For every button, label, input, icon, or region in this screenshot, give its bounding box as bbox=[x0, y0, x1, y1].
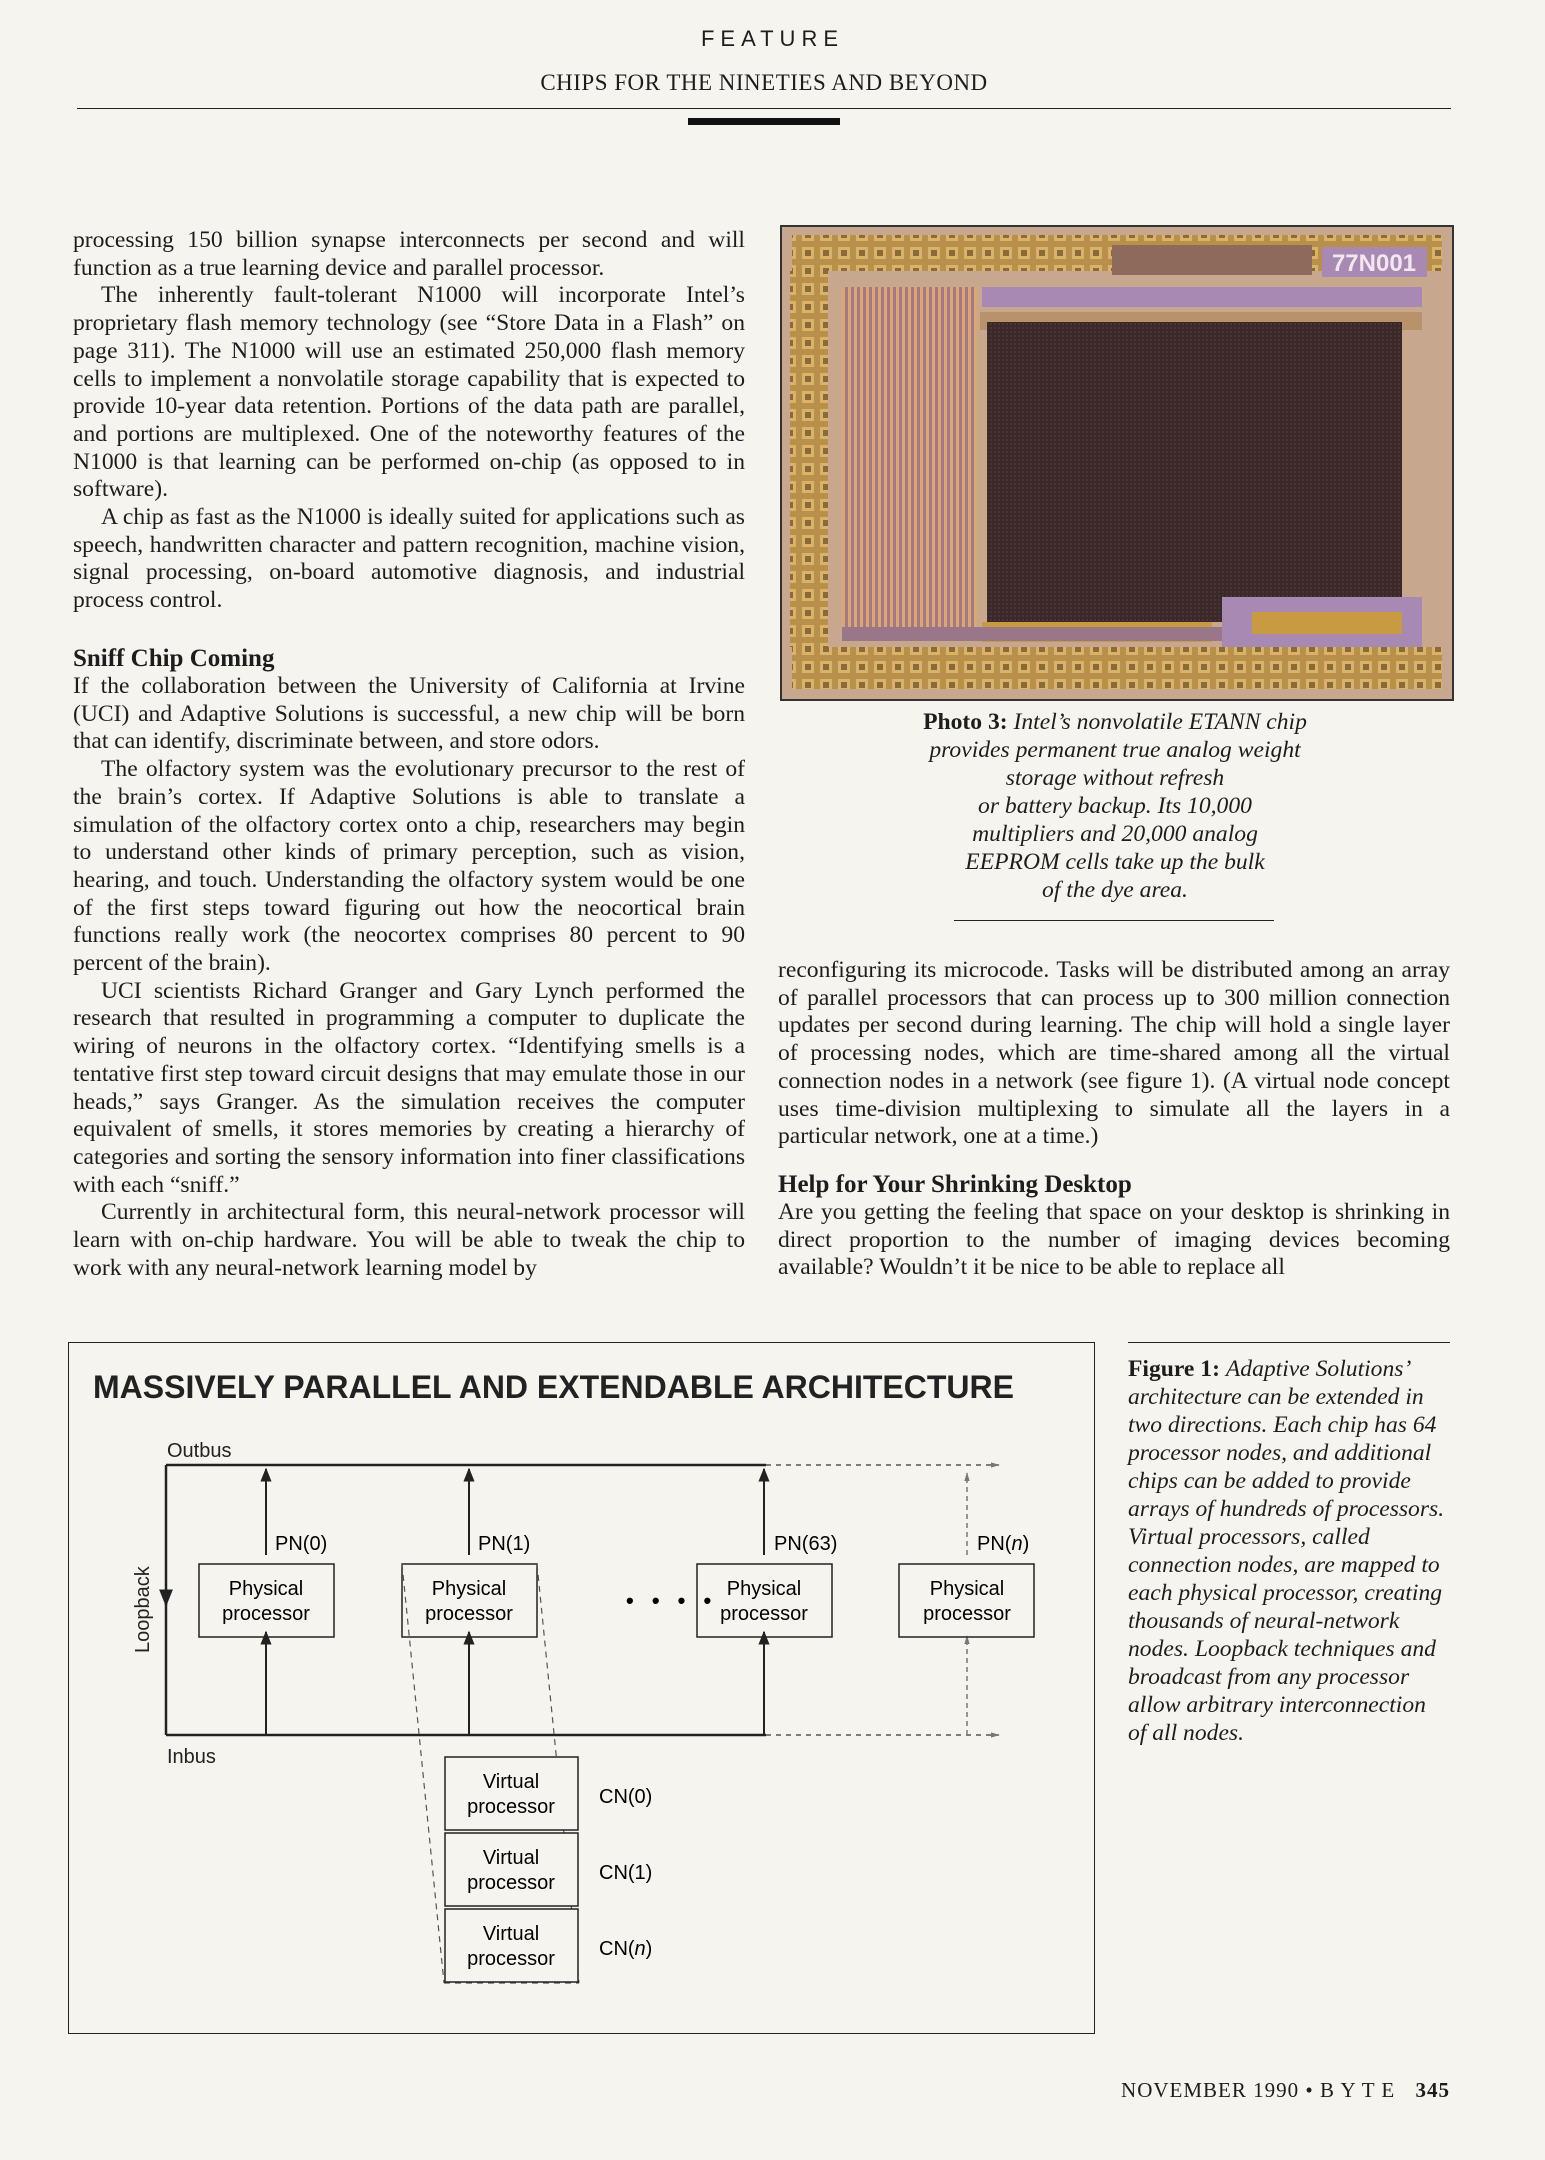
physical-label: Physical bbox=[228, 1578, 304, 1600]
cn1-label: CN(1) bbox=[599, 1862, 653, 1884]
physical-processor-63 bbox=[697, 1564, 832, 1637]
virtual-label: Virtual bbox=[482, 1771, 540, 1793]
processor-label: processor bbox=[222, 1603, 310, 1625]
caption-line: provides permanent true analog weight bbox=[929, 737, 1301, 763]
article-series-title: CHIPS FOR THE NINETIES AND BEYOND bbox=[540, 70, 988, 95]
virtual-link-left bbox=[402, 1564, 444, 1983]
caption-line: EEPROM cells take up the bulk bbox=[965, 849, 1265, 875]
photo-caption bbox=[830, 708, 1400, 904]
pn0-label: PN(0) bbox=[275, 1533, 328, 1555]
magazine-name: B Y T E bbox=[1319, 2078, 1396, 2102]
virtual-label: Virtual bbox=[482, 1847, 540, 1869]
section-label: FEATURE bbox=[700, 26, 845, 51]
paragraph: reconfiguring its microcode. Tasks will be distributed among an array of parallel processors that can process up to 300 million connection updates per second during learning. The chip will hold a single layer of processing nodes, which are time-shared among all the virtual connection nodes in a network (see figure 1). (A virtual node concept uses time-division multiplexing to simulate all the layers in a particular network, one at a time.) bbox=[778, 957, 1450, 1150]
virtual-processor-n bbox=[445, 1909, 578, 1982]
left-column-bottom bbox=[73, 645, 745, 1282]
section-heading: Help for Your Shrinking Desktop bbox=[778, 1170, 1132, 1198]
chip-marking: 77N001 bbox=[1331, 250, 1417, 277]
processor-label: processor bbox=[720, 1603, 808, 1625]
caption-line: or battery backup. Its 10,000 bbox=[978, 793, 1252, 819]
cn0-label: CN(0) bbox=[599, 1786, 653, 1808]
paragraph: A chip as fast as the N1000 is ideally suited for applications such as speech, handwritten character and pattern recognition, machine vision, signal processing, on-board automotive diagnosis, and industrial process control. bbox=[73, 504, 745, 614]
virtual-processor-0 bbox=[445, 1757, 578, 1830]
chip-photo bbox=[780, 225, 1454, 701]
chip-die-image bbox=[782, 227, 1452, 699]
paragraph: If the collaboration between the University of California at Irvine (UCI) and Adaptive Solutions is successful, a new chip will be born that can identify, discriminate between, and store odors. bbox=[73, 673, 745, 755]
pn1-label: PN(1) bbox=[478, 1533, 531, 1555]
paragraph: UCI scientists Richard Granger and Gary Lynch performed the research that resulted in programming a computer to duplicate the wiring of neurons in the olfactory cortex. “Identifying smells is a tentative first step toward circuit designs that may emulate those in our heads,” says Granger. As the simulation receives the computer equivalent of smells, it stores memories by creating a hierarchy of categories and sorting the sensory information into finer classifications with each “sniff.” bbox=[73, 977, 745, 1198]
caption-line: storage without refresh bbox=[1005, 765, 1225, 791]
header-bar bbox=[688, 118, 840, 125]
caption-rule bbox=[954, 920, 1274, 921]
figure-caption-rule bbox=[1128, 1342, 1450, 1343]
cnn-label: CN(n) bbox=[599, 1938, 653, 1960]
processor-label: processor bbox=[425, 1603, 513, 1625]
physical-label: Physical bbox=[726, 1578, 802, 1600]
paragraph: Are you getting the feeling that space on your desktop is shrinking in direct proportion to the number of imaging devices becoming available? Wouldn’t it be nice to be able to replace all bbox=[778, 1198, 1450, 1281]
outbus-label: Outbus bbox=[167, 1440, 232, 1462]
paragraph: processing 150 billion synapse interconnects per second and will function as a true learning device and parallel processor. bbox=[73, 227, 745, 281]
ellipsis: • • • • bbox=[626, 1588, 718, 1613]
caption-label: Photo 3: bbox=[923, 709, 1008, 735]
paragraph: Currently in architectural form, this neural-network processor will learn with on-chip hardware. You will be able to tweak the chip to work with any neural-network learning model by bbox=[73, 1199, 745, 1281]
figure-1-caption bbox=[1128, 1355, 1450, 1747]
left-column-top bbox=[73, 227, 745, 615]
figure-caption-text: Adaptive Solutions’ architecture can be extended in two directions. Each chip has 64 processor nodes, and additional chips can be added to provide arrays of hundreds of processors. Virtual processors, called connection nodes, are mapped to each physical processor, creating thousands of neural-network nodes. Loopback techniques and broadcast from any processor allow arbitrary interconnection of all nodes. bbox=[1128, 1356, 1445, 1746]
physical-processor-1 bbox=[402, 1564, 537, 1637]
pn63-label: PN(63) bbox=[774, 1533, 838, 1555]
physical-label: Physical bbox=[431, 1578, 507, 1600]
issue-date: NOVEMBER 1990 bbox=[1121, 2078, 1300, 2102]
page-number: 345 bbox=[1415, 2078, 1450, 2102]
processor-label: processor bbox=[467, 1948, 555, 1970]
page-footer bbox=[1121, 2078, 1450, 2103]
physical-label: Physical bbox=[929, 1578, 1005, 1600]
paragraph: The inherently fault-tolerant N1000 will incorporate Intel’s proprietary flash memory technology (see “Store Data in a Flash” on page 311). The N1000 will use an estimated 250,000 flash memory cells to implement a nonvolatile storage capability that is expected to provide 10-year data retention. Portions of the data path are parallel, and portions are multiplexed. One of the noteworthy features of the N1000 is that learning can be performed on-chip (as opposed to in software). bbox=[73, 282, 745, 503]
virtual-label: Virtual bbox=[482, 1923, 540, 1945]
footer-separator: • bbox=[1305, 2078, 1314, 2102]
processor-label: processor bbox=[467, 1872, 555, 1894]
processor-label: processor bbox=[923, 1603, 1011, 1625]
section-heading: Sniff Chip Coming bbox=[73, 645, 275, 672]
physical-processor-n bbox=[899, 1564, 1034, 1637]
physical-processor-0 bbox=[199, 1564, 334, 1637]
figure-caption-label: Figure 1: bbox=[1128, 1356, 1220, 1382]
caption-line: Photo 3: Intel’s nonvolatile ETANN chip bbox=[923, 709, 1307, 735]
loopback-label: Loopback bbox=[132, 1566, 154, 1653]
figure-1 bbox=[68, 1342, 1095, 2034]
right-column bbox=[778, 957, 1450, 1282]
header-rule bbox=[77, 108, 1451, 109]
figure-title: MASSIVELY PARALLEL AND EXTENDABLE ARCHITECTURE bbox=[93, 1369, 1014, 1405]
processor-label: processor bbox=[467, 1796, 555, 1818]
architecture-diagram bbox=[69, 1343, 1094, 2033]
inbus-label: Inbus bbox=[167, 1746, 216, 1768]
caption-line: multipliers and 20,000 analog bbox=[972, 821, 1258, 847]
caption-line: of the dye area. bbox=[1042, 877, 1188, 903]
pnn-label: PN(n) bbox=[977, 1533, 1030, 1555]
paragraph: The olfactory system was the evolutionary precursor to the rest of the brain’s cortex. If Adaptive Solutions is able to translate a simulation of the olfactory cortex onto a chip, researchers may begin to understand other kinds of primary perception, such as vision, hearing, and touch. Understanding the olfactory system would be one of the first steps toward figuring out how the neocortical brain functions really work (the neocortex comprises 80 percent to 90 percent of the brain). bbox=[73, 756, 745, 977]
virtual-processor-1 bbox=[445, 1833, 578, 1906]
